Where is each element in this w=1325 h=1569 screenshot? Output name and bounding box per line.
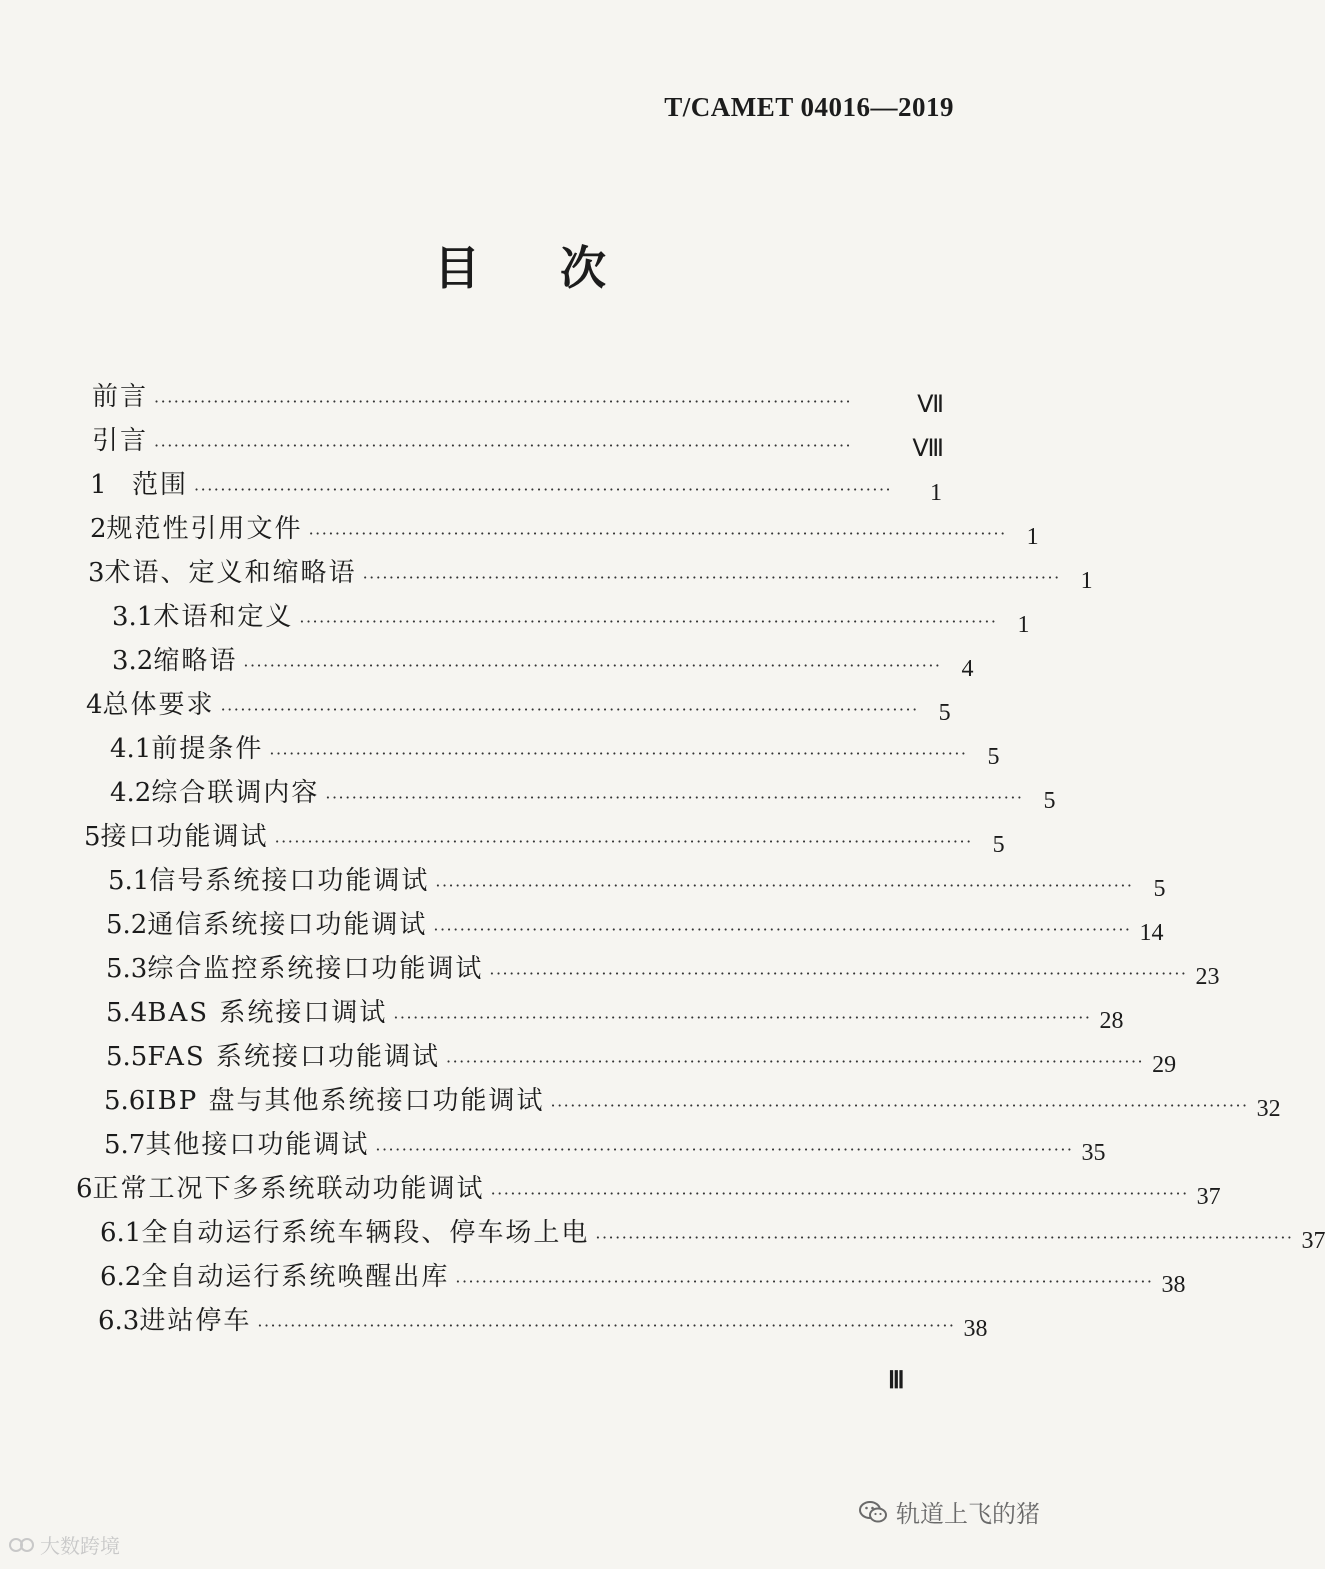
toc-page: 1 [930,480,942,506]
toc-number: 3.2 [112,646,154,676]
toc-entry[interactable] [100,1216,1325,1254]
toc-number: 5.1 [108,866,150,896]
toc-leader: ·········································································································· [154,392,853,411]
toc-label: 信号系统接口功能调试 [149,866,430,896]
toc-number: 3 [88,558,105,588]
toc-page: 32 [1256,1096,1281,1122]
toc-leader: ·········································································································· [154,436,853,455]
toc-leader: ·········································································································· [257,1316,956,1335]
toc-number: 5.6 [104,1086,146,1116]
toc-label: FAS 系统接口功能调试 [147,1042,440,1072]
toc-leader: ·········································································································· [220,700,919,719]
toc-page: 5 [938,700,951,726]
toc-page: 38 [963,1316,988,1342]
toc-leader: ·········································································································· [550,1096,1249,1115]
toc-label: 术语和定义 [153,602,294,632]
toc-page: 5 [987,744,1000,770]
toc-entry[interactable] [106,952,1220,990]
toc-entry[interactable] [88,556,1093,594]
toc-entry[interactable] [106,996,1124,1034]
toc-label: 前提条件 [151,734,264,764]
toc-label: 通信系统接口功能调试 [147,910,428,940]
toc-page: 1 [1080,568,1093,594]
toc-leader: ·········································································································· [435,876,1134,895]
toc-label: 综合联调内容 [151,778,320,808]
toc-label: BAS 系统接口调试 [147,998,388,1028]
toc-page: 35 [1081,1140,1106,1166]
standard-code: T/CAMET 04016—2019 [664,92,954,122]
toc-entry[interactable] [86,688,951,726]
toc-number: 4.2 [110,778,152,808]
toc-leader: ·········································································································· [269,744,968,763]
toc-number: 5.7 [104,1130,146,1160]
wechat-icon [858,1499,888,1525]
toc-entry[interactable] [108,864,1166,902]
toc-page: Ⅶ [917,392,944,418]
toc-page: 5 [992,832,1005,858]
toc-label: 术语、定义和缩略语 [104,558,357,588]
toc-entry[interactable] [76,1172,1221,1210]
toc-number: 1 [90,470,107,500]
watermark-left [8,1530,120,1559]
toc-number: 2 [90,514,107,544]
toc-page: 5 [1043,788,1056,814]
toc-entry[interactable] [100,1260,1186,1298]
toc-number: 4 [86,690,103,720]
toc-entry[interactable] [92,380,944,418]
toc-label: 缩略语 [153,646,238,676]
toc-page: Ⅷ [912,436,944,462]
toc-leader: ·········································································································· [274,832,973,851]
toc-leader: ·········································································································· [375,1140,1074,1159]
toc-leader: ·········································································································· [194,480,893,499]
toc-number: 6 [76,1174,93,1204]
toc-leader: ·········································································································· [393,1008,1092,1027]
watermark-right [858,1494,1040,1529]
toc-page: 37 [1196,1184,1221,1210]
toc-label: 前言 [92,382,149,412]
toc-leader: ·········································································································· [325,788,1024,807]
toc-entry[interactable] [112,600,1030,638]
toc-entry[interactable] [90,468,942,506]
toc-leader: ·········································································································· [243,656,942,675]
toc-label: 进站停车 [139,1306,252,1336]
toc-entry[interactable] [92,424,944,462]
toc-label: 接口功能调试 [100,822,269,852]
toc-label: 全自动运行系统唤醒出库 [141,1262,450,1292]
toc-leader: ·········································································································· [362,568,1061,587]
toc-leader: ·········································································································· [433,920,1132,939]
toc-label: 正常工况下多系统联动功能调试 [92,1174,485,1204]
toc-leader: ·········································································································· [490,1184,1189,1203]
brand-logo-icon [8,1534,36,1556]
toc-entry[interactable] [104,1084,1281,1122]
toc-leader: ·········································································································· [489,964,1188,983]
watermark-right-text: 轨道上飞的猪 [896,1500,1040,1528]
toc-label: 范围 [132,470,189,500]
toc-label: IBP 盘与其他系统接口功能调试 [145,1086,545,1116]
page-number: Ⅲ [888,1368,905,1394]
toc-leader: ·········································································································· [299,612,998,631]
toc-entry[interactable] [112,644,974,682]
toc-label: 综合监控系统接口功能调试 [147,954,484,984]
toc-entry[interactable] [98,1304,988,1342]
page-title: 目次 [434,241,686,295]
toc-number: 5.4 [106,998,148,1028]
toc-page: 28 [1099,1008,1124,1034]
toc-leader: ·········································································································· [446,1052,1145,1071]
toc-label: 规范性引用文件 [106,514,303,544]
toc-entry[interactable] [90,512,1039,550]
toc-label: 全自动运行系统车辆段、停车场上电 [141,1218,590,1248]
toc-leader: ·········································································································· [455,1272,1154,1291]
watermark-left-text: 大数跨境 [40,1534,120,1558]
toc-number: 5 [84,822,101,852]
toc-page: 29 [1152,1052,1177,1078]
toc-number: 3.1 [112,602,154,632]
toc-page: 37 [1301,1228,1325,1254]
toc-label: 引言 [92,426,149,456]
toc-number: 5.3 [106,954,148,984]
toc-page: 14 [1139,920,1164,946]
toc-number: 5.5 [106,1042,148,1072]
toc-number: 6.2 [100,1262,142,1292]
toc-page: 38 [1161,1272,1186,1298]
toc-entry[interactable] [106,908,1164,946]
toc-entry[interactable] [84,820,1005,858]
toc-label: 总体要求 [102,690,215,720]
toc-page: 1 [1026,524,1039,550]
toc-page: 5 [1153,876,1166,902]
toc-number: 5.2 [106,910,148,940]
toc-entry[interactable] [110,776,1056,814]
toc-entry[interactable] [110,732,1000,770]
toc-number: 4.1 [110,734,152,764]
toc-page: 1 [1017,612,1030,638]
toc-number: 6.3 [98,1306,140,1336]
toc-page: 4 [961,656,974,682]
toc-entry[interactable] [106,1040,1177,1078]
toc-number: 6.1 [100,1218,142,1248]
toc-label: 其他接口功能调试 [145,1130,370,1160]
toc-entry[interactable] [104,1128,1106,1166]
toc-page: 23 [1195,964,1220,990]
toc-leader: ·········································································································· [595,1228,1294,1247]
toc-leader: ·········································································································· [308,524,1007,543]
